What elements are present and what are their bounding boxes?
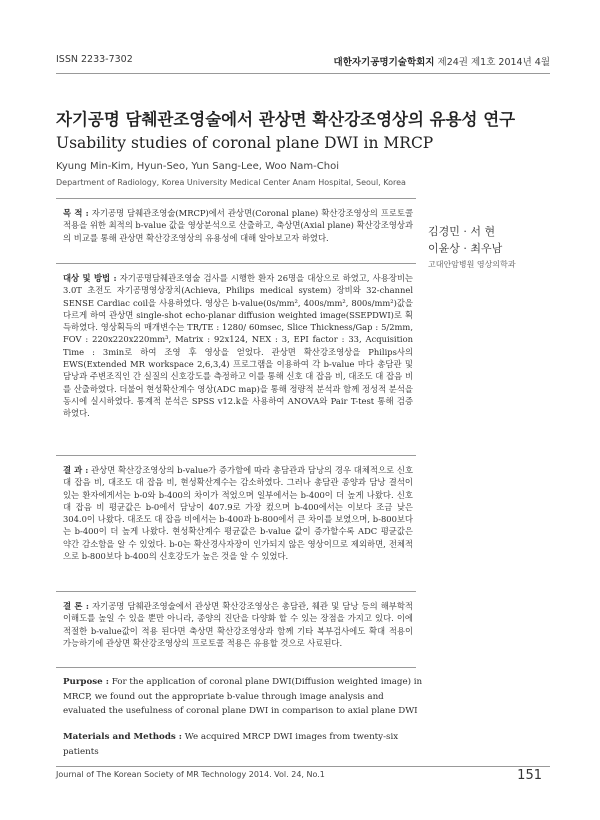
purpose-text: 자기공명 담췌관조영술(MRCP)에서 관상면(Coronal plane) 확산강조영상의 프로토콜 적용을 위한 최적의 b-value 값을 영상분석으로 산출하고, 축상면(Axial plane) 확산강조영상과의 비교를 통해 관상면 확산강조영상의 유용성에 대해 알아보고자 하였다. <box>63 208 414 243</box>
journal-info <box>334 54 550 68</box>
abstract-methods <box>63 272 413 420</box>
en-purpose-text: For the application of coronal plane DWI(Diffusion weighted image) in MRCP, we found out the appropriate b-value through image analysis and evaluated the usefulness of coronal plane DWI in comparison to axial plane DWI <box>63 677 423 716</box>
side-authors-line1: 김경민 · 서 현 <box>428 225 496 238</box>
abstract-top-rule <box>56 198 416 199</box>
en-methods-text: We acquired MRCP DWI images from twenty-six patients <box>63 732 399 757</box>
authors-english: Kyung Min-Kim, Hyun-Seo, Yun Sang-Lee, Woo Nam-Choi <box>56 161 339 172</box>
rule-after-methods <box>56 455 416 456</box>
conclusion-label: 결 론 : <box>63 601 89 611</box>
journal-volume: 제24권 제1호 2014년 4월 <box>437 57 550 68</box>
conclusion-text: 자기공명 담췌관조영술에서 관상면 확산강조영상은 총담관, 췌관 및 담낭 등의 해부학적 이해도를 높일 수 있을 뿐만 아니라, 종양의 진단을 다양화 할 수 있는 장점을 가지고 있다. 이에 적절한 b-value값이 적용 된다면 축상면 확산강조영상과 함께 기타 복부검사에도 확대 적용이 가능하기에 관상면 확산강조영상의 프로토콜 적용은 유용할 것으로 사료된다. <box>63 601 413 648</box>
header-rule <box>56 73 550 74</box>
title-korean: 자기공명 담췌관조영술에서 관상면 확산강조영상의 유용성 연구 <box>56 110 516 129</box>
footer-journal: Journal of The Korean Society of MR Technology 2014. Vol. 24, No.1 <box>56 770 325 779</box>
abstract-conclusion <box>63 600 413 649</box>
side-affiliation-ko: 고대안암병원 영상의학과 <box>428 260 516 269</box>
abstract-purpose <box>63 207 413 244</box>
page-number: 151 <box>517 768 542 783</box>
purpose-label: 목 적 : <box>63 208 89 218</box>
english-methods <box>63 730 423 759</box>
english-purpose <box>63 675 423 719</box>
side-authors-line2: 이윤상 · 최우남 <box>428 242 503 255</box>
results-label: 결 과 : <box>63 465 89 475</box>
department: Department of Radiology, Korea University Medical Center Anam Hospital, Seoul, Korea <box>56 178 406 187</box>
footer-rule <box>56 766 550 767</box>
abstract-results <box>63 464 413 562</box>
en-purpose-label: Purpose : <box>63 677 109 687</box>
results-text: 관상면 확산강조영상의 b-value가 증가함에 따라 총담관과 담낭의 경우 대체적으로 신호 대 잡음 비, 대조도 대 잡음 비, 현성확산계수는 감소하였다. 그러나 총담관 종양과 담낭 결석이 있는 환자에게서는 b-0와 b-400의 차이가 적었으며 일부에서는 b-400이 더 높게 나왔다. 신호 대 잡음 비 평균값은 b-0에서 담낭이 407.9로 가장 컸으며 b-400에서는 이보다 조금 낮은 304.0이 나왔다. 대조도 대 잡음 비에서는 b-400과 b-800에서 큰 차이를 보였으며, b-800보다는 b-400이 더 높게 나왔다. 현성확산계수 평균값은 b-value 값이 증가할수록 ADC 평균값은 약간 감소함을 알 수 있었다. b-0는 확산경사자장이 인가되지 않은 영상이므로 제외하면, 전체적으로 b-800보다 b-400의 신호강도가 높은 것을 알 수 있었다. <box>63 465 414 562</box>
methods-label: 대상 및 방법 : <box>63 273 117 283</box>
rule-after-purpose <box>56 263 416 264</box>
running-header <box>56 52 550 72</box>
title-english: Usability studies of coronal plane DWI in MRCP <box>56 134 434 152</box>
journal-title-ko: 대한자기공명기술학회지 <box>333 57 435 68</box>
methods-text: 자기공명담췌관조영술 검사를 시행한 환자 26명을 대상으로 하였고, 사용장비는 3.0T 초전도 자기공명영상장치(Achieva, Philips medical system) 장비와 32-channel SENSE Cardiac coil을 사용하였다. 영상은 b-value(0s/mm², 400s/mm², 800s/mm²)값을 다르게 하여 관상면 single-shot echo-planar diffusion weighted image(SSEPDWI)로 획득하였다. 영상획득의 매개변수는 TR/TE : 1280/ 60msec, Slice Thickness/Gap : 5/2mm, FOV : 220x220x220mm³, Matrix : 92x124, NEX : 3, EPI factor : 33, Acquisition Time : 3min로 하여 조영 후 영상을 얻었다. 관상면 확산강조영상을 Philips사의 EWS(Extended MR workspace 2,6,3,4) 프로그램을 이용하여 각 b-value 마다 총담관 및 담낭과 주변조직인 간 실질의 신호강도를 측정하고 이를 통해 신호 대 잡음 비, 대조도 대 잡음 비를 산출하였다. 더불어 현성확산계수 영상(ADC map)을 통해 정량적 분석과 함께 정성적 분석을 동시에 실시하였다. 통계적 분석은 SPSS v12.k을 사용하여 ANOVA와 Pair T-test 통해 검증하였다. <box>63 273 413 419</box>
rule-after-results <box>56 591 416 592</box>
en-methods-label: Materials and Methods : <box>63 732 183 742</box>
side-authors-ko <box>428 223 502 257</box>
rule-after-conclusion <box>56 667 416 668</box>
issn: ISSN 2233-7302 <box>56 54 133 65</box>
